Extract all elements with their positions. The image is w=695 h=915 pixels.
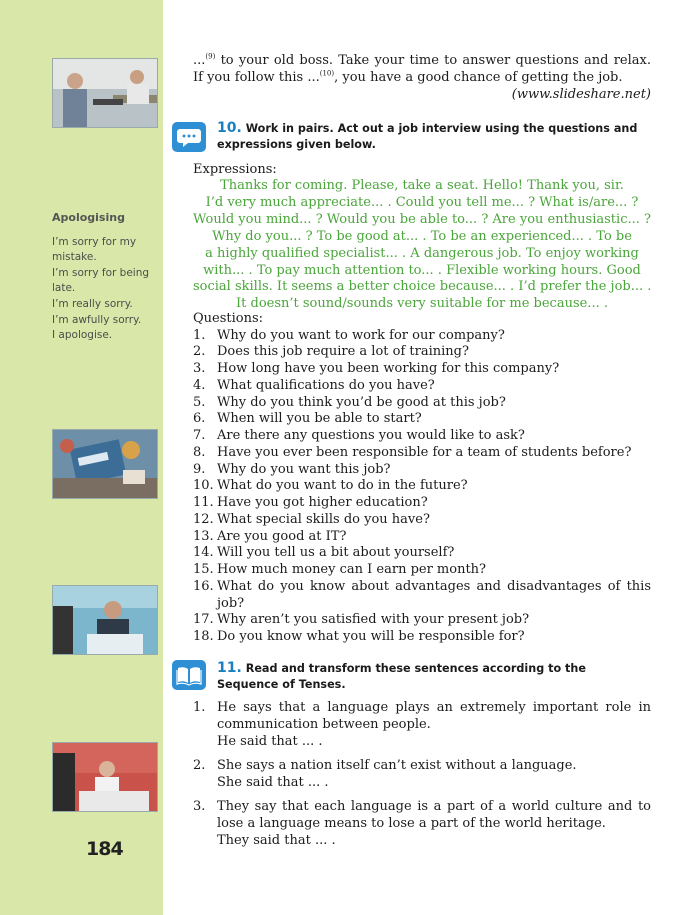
list-item	[193, 699, 651, 750]
list-item	[193, 757, 651, 791]
apology-phrase: I’m awfully sorry.	[52, 313, 142, 326]
task-10-heading	[193, 120, 651, 153]
question-text: What qualifications do you have?	[217, 377, 435, 393]
intro-text: , you have a good chance of getting the job.	[334, 69, 623, 85]
open-book-icon	[172, 660, 206, 690]
sentence-text: He says that a language plays an extremely important role in communication between people.	[217, 700, 651, 732]
list-item	[193, 445, 651, 462]
expression-line: I’d very much appreciate... . Could you tell me... ? What is/are... ?	[205, 194, 639, 210]
finance-photo	[52, 429, 158, 499]
expression-line: with... . To pay much attention to... . Flexible working hours. Good	[203, 262, 641, 278]
page-number: 184	[86, 838, 123, 860]
task-number: 10.	[217, 120, 242, 136]
question-text: Does this job require a lot of training?	[217, 344, 469, 360]
question-text: What do you know about advantages and disadvantages of this job?	[217, 578, 651, 611]
item-number: 3.	[193, 799, 206, 814]
source-citation: (www.slideshare.net)	[511, 86, 651, 102]
answer-stem: They said that ... .	[217, 833, 336, 848]
expression-line: Thanks for coming. Please, take a seat. Hello! Thank you, sir.	[220, 178, 624, 193]
speech-bubble-icon	[172, 122, 206, 152]
question-text: Why do you want to work for our company?	[217, 327, 505, 343]
list-item	[193, 378, 651, 395]
list-item	[193, 344, 651, 361]
question-text: Why aren’t you satisfied with your present job?	[217, 612, 530, 628]
item-number: 18.	[193, 629, 214, 644]
presenter-photo	[52, 585, 158, 655]
item-number: 14.	[193, 545, 214, 561]
list-item	[193, 629, 651, 646]
expression-line: It doesn’t sound/sounds very suitable for me because... .	[236, 296, 608, 312]
footnote-ref: (10)	[319, 69, 335, 78]
question-text: What special skills do you have?	[217, 511, 430, 527]
item-number: 1.	[193, 327, 206, 343]
questions-label: Questions:	[193, 311, 264, 326]
item-number: 10.	[193, 478, 214, 494]
question-text: Why do you think you’d be good at this job?	[217, 394, 506, 410]
expression-line: a highly qualified specialist... . A dangerous job. To enjoy working	[205, 245, 639, 261]
expressions-label: Expressions:	[193, 162, 277, 177]
list-item	[193, 395, 651, 412]
list-item	[193, 462, 651, 479]
item-number: 5.	[193, 394, 206, 410]
expression-line: social skills. It seems a better choice because... . I’d prefer the job... .	[193, 279, 652, 295]
expressions-block	[193, 178, 651, 313]
question-text: Why do you want this job?	[217, 461, 391, 477]
list-item	[193, 512, 651, 529]
question-text: Will you tell us a bit about yourself?	[217, 545, 455, 561]
task-instruction: Work in pairs. Act out a job interview using the questions and expressions given below.	[217, 122, 638, 151]
answer-stem: She said that ... .	[217, 775, 329, 790]
list-item	[193, 478, 651, 495]
questions-list	[193, 328, 651, 646]
sentence-text: They say that each language is a part of a world culture and to lose a language means to lose a part of the world heritage.	[217, 799, 651, 831]
question-text: Have you ever been responsible for a team of students before?	[217, 444, 632, 460]
apology-phrase: I’m sorry for being late.	[52, 266, 150, 295]
item-number: 11.	[193, 495, 214, 510]
intro-text: ...	[193, 53, 206, 68]
expression-line: Why do you... ? To be good at... . To be an experienced... . To be	[212, 228, 632, 244]
item-number: 15.	[193, 562, 214, 577]
intro-paragraph	[193, 53, 651, 103]
list-item	[193, 361, 651, 378]
question-text: Do you know what you will be responsible for?	[217, 629, 525, 644]
list-item	[193, 579, 651, 613]
item-number: 8.	[193, 444, 206, 460]
newsroom-photo	[52, 742, 158, 812]
list-item	[193, 428, 651, 445]
item-number: 9.	[193, 461, 206, 477]
item-number: 13.	[193, 528, 214, 544]
item-number: 2.	[193, 758, 206, 773]
question-text: Have you got higher education?	[217, 495, 428, 510]
item-number: 2.	[193, 344, 206, 360]
question-text: Are there any questions you would like to ask?	[217, 428, 525, 443]
item-number: 16.	[193, 578, 214, 594]
list-item	[193, 612, 651, 629]
answer-stem: He said that ... .	[217, 734, 323, 749]
list-item	[193, 562, 651, 579]
office-photo	[52, 58, 158, 128]
task-11-heading	[193, 660, 651, 693]
task-instruction: Read and transform these sentences according to the Sequence of Tenses.	[217, 662, 586, 691]
expression-line: Would you mind... ? Would you be able to... ? Are you enthusiastic... ?	[193, 211, 651, 227]
apology-phrase: I’m sorry for my mistake.	[52, 235, 137, 264]
apology-phrase: I’m really sorry.	[52, 297, 133, 310]
apology-phrase: I apologise.	[52, 329, 113, 342]
question-text: When will you be able to start?	[217, 411, 422, 427]
item-number: 12.	[193, 511, 214, 527]
question-text: Are you good at IT?	[217, 528, 347, 544]
sentence-text: She says a nation itself can’t exist without a language.	[217, 758, 577, 773]
item-number: 17.	[193, 612, 214, 628]
item-number: 1.	[193, 700, 206, 715]
list-item	[193, 411, 651, 428]
task-number: 11.	[217, 660, 242, 676]
list-item	[193, 545, 651, 562]
list-item	[193, 328, 651, 345]
question-text: How long have you been working for this company?	[217, 361, 560, 376]
sentences-list	[193, 699, 651, 856]
item-number: 6.	[193, 411, 206, 427]
apologising-title: Apologising	[52, 211, 125, 224]
footnote-ref: (9)	[205, 52, 216, 61]
list-item	[193, 529, 651, 546]
intro-text: to your old boss. Take your time to answer questions and relax. If you follow this ...	[193, 53, 651, 85]
list-item	[193, 495, 651, 512]
item-number: 3.	[193, 361, 206, 376]
item-number: 4.	[193, 377, 206, 393]
question-text: How much money can I earn per month?	[217, 562, 487, 577]
item-number: 7.	[193, 428, 206, 443]
apologising-box	[52, 210, 152, 344]
question-text: What do you want to do in the future?	[217, 478, 468, 494]
list-item	[193, 798, 651, 849]
